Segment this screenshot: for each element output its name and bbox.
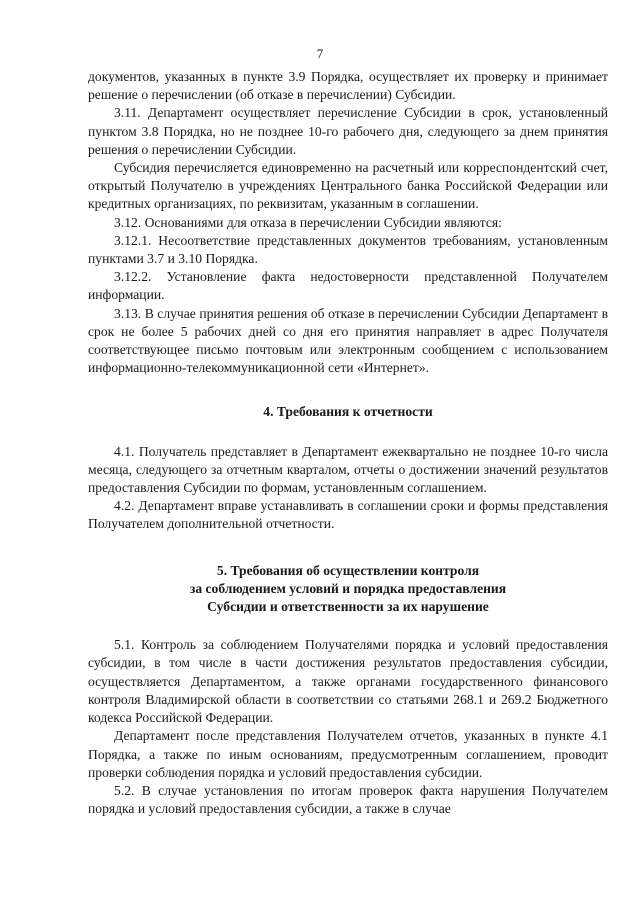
page-number: 7: [316, 46, 324, 61]
body-paragraph: 3.12. Основаниями для отказа в перечислении Субсидии являются:: [114, 214, 502, 230]
section-5-heading-line-2: за соблюдением условий и порядка предоставления: [189, 580, 507, 596]
body-paragraph: 3.11. Департамент осуществляет перечисление Субсидии в срок, установленный пунктом 3.8 Порядка, но не позднее 10-го рабочего дня, следующего за днем принятия решения о перечислении Субсидии.: [88, 105, 608, 157]
section-5-heading-line-1: 5. Требования об осуществлении контроля: [216, 562, 480, 578]
paragraph-4-1: 4.1. Получатель представляет в Департамент ежеквартально не позднее 10-го числа месяца, следующего за отчетным кварталом, отчеты о достижении значений результатов предоставления Субсидии по формам, установленным соглашением.: [88, 443, 608, 496]
document-body: [88, 68, 608, 818]
body-paragraph: Субсидия перечисляется единовременно на расчетный или корреспондентский счет, открытый Получателю в учреждениях Центрального банка Российской Федерации или кредитных организациях, по реквизитам, указанным в соглашении.: [88, 160, 608, 212]
body-paragraph: 3.12.1. Несоответствие представленных документов требованиям, установленным пунктами 3.7 и 3.10 Порядка.: [88, 232, 608, 267]
body-paragraph: документов, указанных в пункте 3.9 Порядка, осуществляет их проверку и принимает решение о перечислении (об отказе в перечислении) Субсидии.: [88, 69, 608, 103]
body-paragraph: 3.13. В случае принятия решения об отказе в перечислении Субсидии Департамент в срок не более 5 рабочих дней со дня его принятия направляет в адрес Получателя соответствующее письмо почтовым или электронным сообщением с использованием информационно-телекоммуникационной сети «Интернет».: [88, 305, 608, 376]
section-5-body: [88, 636, 608, 818]
paragraph-5-1: 5.1. Контроль за соблюдением Получателями порядка и условий предоставления субсидии, в том числе в части достижения результатов предоставления субсидии, осуществляется Департаментом, а также органами государственного финансового контроля Владимирской области в соответствии со статьями 268.1 и 269.2 Бюджетного кодекса Российской Федерации.: [88, 637, 608, 726]
section-4-body: [88, 443, 608, 534]
section-3-continuation: [88, 68, 608, 377]
section-4-heading: 4. Требования к отчетности: [263, 404, 433, 420]
paragraph-5-1-continued: Департамент после представления Получателем отчетов, указанных в пункте 4.1 Порядка, а также по иным основаниям, предусмотренным соглашением, проводит проверки соблюдения порядка и условий предоставления субсидии.: [88, 728, 608, 780]
paragraph-4-2: 4.2. Департамент вправе устанавливать в соглашении сроки и формы представления Получателем дополнительной отчетности.: [88, 498, 608, 532]
body-paragraph: 3.12.2. Установление факта недостоверности представленной Получателем информации.: [88, 269, 608, 303]
paragraph-5-2: 5.2. В случае установления по итогам проверок факта нарушения Получателем порядка и условий предоставления субсидии, а также в случае: [88, 782, 608, 817]
section-5-heading: [88, 562, 608, 617]
section-5-heading-line-3: Субсидии и ответственности за их нарушение: [207, 599, 489, 615]
